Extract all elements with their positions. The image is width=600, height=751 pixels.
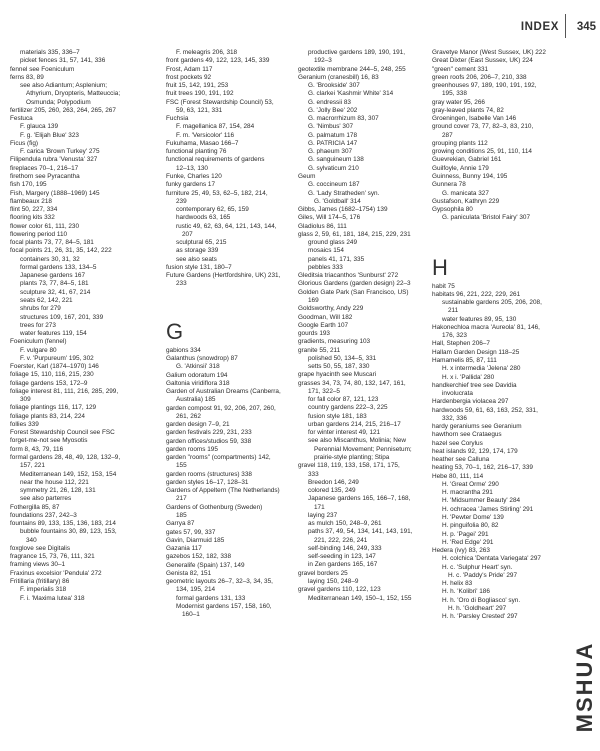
index-entry: 192–3 (314, 57, 332, 65)
index-entry: gravel borders 25 (298, 569, 348, 577)
index-entry: Japanese gardens 165, 166–7, 168, (308, 495, 411, 503)
index-entry: involucrata (442, 390, 473, 398)
index-entry: F. imperialis 318 (20, 586, 67, 594)
index-entry: Mediterranean 149, 150–1, 152, 155 (308, 594, 412, 602)
index-entry: 12–13, 130 (176, 164, 208, 172)
index-entry: Gazania 117 (166, 545, 202, 553)
index-entry: heat islands 92, 129, 174, 179 (432, 447, 518, 455)
index-entry: follies 339 (10, 420, 39, 428)
index-entry: Garden of Australian Dreams (Canberra, (166, 388, 281, 396)
index-entry: G. 'Nimbus' 307 (308, 123, 354, 131)
index-entry: 155 (176, 462, 187, 470)
index-entry: growing conditions 25, 91, 110, 114 (432, 148, 532, 156)
index-entry: hazel see Corylus (432, 439, 483, 447)
index-entry: fusion style 181, 183 (308, 412, 367, 420)
index-entry: Gustafson, Kathryn 229 (432, 197, 500, 205)
index-entry: Frost, Adam 117 (166, 65, 213, 73)
index-entry: garden rooms (structures) 338 (166, 470, 252, 478)
index-entry: fusion style 131, 180–7 (166, 263, 232, 271)
page-number: 345 (576, 21, 596, 33)
index-entry: Gypsophila 80 (432, 206, 473, 214)
index-entry: F. meleagris 206, 318 (176, 49, 238, 56)
index-entry: for fall color 87, 121, 123 (308, 396, 379, 404)
index-entry: 239 (176, 197, 187, 205)
index-entry: framing views 30–1 (10, 561, 66, 569)
section-letter-h: H (432, 254, 448, 280)
index-entry: 221, 222, 226, 241 (314, 536, 368, 544)
index-entry: Groeningen, Isabelle Van 146 (432, 115, 517, 123)
index-entry: formal gardens 133, 134–5 (20, 263, 97, 271)
index-entry: productive gardens 189, 190, 191, (308, 49, 405, 56)
index-entry: fruit 15, 142, 191, 253 (166, 82, 229, 90)
index-entry: 171 (314, 503, 325, 511)
index-entry: functional requirements of gardens (166, 156, 265, 164)
index-entry: sustainable gardens 205, 206, 208, (442, 299, 542, 307)
index-entry: H. x intermedia 'Jelena' 280 (442, 365, 521, 373)
index-entry: Genista 82, 151 (166, 569, 212, 577)
g-entries (166, 347, 304, 620)
index-entry: garden design 7–9, 21 (166, 421, 230, 429)
index-entry: bubble fountains 30, 89, 123, 153, (20, 528, 117, 536)
index-entry: gray-leaved plants 74, 82 (432, 106, 504, 114)
index-entry: Filipendula rubra 'Venusta' 327 (10, 156, 98, 164)
index-entry: Galtonia viridiflora 318 (166, 379, 230, 387)
index-entry: hardwoods 63, 165 (176, 214, 231, 222)
index-entry: granite 55, 211 (298, 346, 341, 354)
index-entry: prairie-style planting; Stipa (314, 454, 390, 462)
index-entry: see also Adiantum; Asplenium; (20, 82, 108, 90)
index-entry: 176, 323 (442, 332, 467, 340)
index-entry: seats 62, 142, 221 (20, 296, 73, 304)
index-entry: Foeniculum (fennel) (10, 338, 67, 346)
index-column-4 (432, 49, 560, 621)
index-entry: 233 (176, 280, 187, 288)
index-entry: F. carica 'Brown Turkey' 275 (20, 148, 100, 156)
index-entry: heating 53, 70–1, 162, 216–17, 339 (432, 464, 533, 472)
index-entry: Gardens of Appeltern (The Netherlands) (166, 487, 280, 495)
index-entry: form 8, 43, 79, 116 (10, 445, 64, 453)
index-entry: as mulch 150, 248–9, 261 (308, 520, 382, 528)
index-entry: country gardens 222–3, 225 (308, 404, 388, 412)
index-entry: 217 (176, 495, 187, 503)
index-entry: Future Gardens (Hertfordshire, UK) 231, (166, 272, 281, 280)
index-entry: gradients, measuring 103 (298, 338, 371, 346)
index-entry: panels 41, 171, 335 (308, 255, 365, 263)
index-entry: mosaics 154 (308, 247, 344, 255)
index-entry: Gavin, Diarmuid 185 (166, 536, 225, 544)
index-entry: Hedera (ivy) 83, 263 (432, 547, 490, 555)
index-entry: gravel 118, 119, 133, 158, 171, 175, (298, 462, 400, 470)
index-entry: F. i. 'Maxima lutea' 318 (20, 594, 85, 602)
index-entry: front gardens 49, 122, 123, 145, 339 (166, 57, 270, 65)
index-entry: symmetry 21, 26, 128, 131 (20, 487, 96, 495)
spine-text: MSHUA (572, 641, 597, 733)
index-entry: H. 'Midsummer Beauty' 284 (442, 497, 521, 505)
index-entry: 160–1 (182, 611, 200, 619)
index-entry: flowering period 110 (10, 230, 68, 238)
index-entry: Funke, Charles 120 (166, 172, 222, 180)
index-entry: G. phaeum 307 (308, 148, 353, 156)
index-entry: Gardens of Gothenburg (Sweden) (166, 503, 263, 511)
index-entry: H. h. 'Kolibri' 186 (442, 588, 490, 596)
index-entry: habit 75 (432, 282, 455, 290)
index-entry: near the house 112, 221 (20, 478, 89, 486)
index-entry: 134, 195, 214 (176, 586, 216, 594)
index-entry: Fothergilla 85, 87 (10, 503, 60, 511)
index-entry: garden offices/studios 59, 338 (166, 437, 252, 445)
index-entry: 261, 262 (176, 412, 201, 420)
index-entry: ground cover 73, 77, 82–3, 83, 210, (432, 123, 534, 131)
index-entry: Geum (298, 172, 316, 180)
index-entry: fertilizer 205, 260, 263, 264, 265, 267 (10, 106, 116, 114)
index-entry: hardy geraniums see Geranium (432, 423, 522, 431)
index-entry: see also Miscanthus, Molinia; New (308, 437, 407, 445)
index-entry: trees for 273 (20, 321, 56, 329)
index-entry: G. 'Brookside' 307 (308, 82, 360, 90)
index-entry: Forest Stewardship Council see FSC (10, 429, 115, 437)
index-entry: H. p. 'Pagei' 291 (442, 530, 489, 538)
index-entry: "green" cement 331 (432, 65, 489, 73)
index-entry: Google Earth 107 (298, 321, 349, 329)
index-entry: grouping plants 112 (432, 139, 488, 147)
index-entry: fruit trees 190, 191, 192 (166, 90, 234, 98)
index-entry: furniture 25, 49, 53, 62–5, 182, 214, (166, 189, 268, 197)
index-entry: Athyrium, Dryopteris, Matteuccia; (26, 90, 121, 98)
index-entry: grape hyacinth see Muscari (298, 371, 377, 379)
index-entry: Australia) 185 (176, 396, 216, 404)
f-entries-continued (166, 49, 304, 289)
index-entry: Modernist gardens 157, 158, 160, (176, 602, 272, 610)
index-entry: G. paniculata 'Bristol Fairy' 307 (442, 214, 531, 222)
index-entry: F. v. 'Purpureum' 195, 302 (20, 354, 94, 362)
index-entry: H. h. 'Goldheart' 297 (448, 604, 507, 612)
index-entry: hardwoods 59, 61, 63, 163, 252, 331, (432, 406, 538, 414)
index-entry: G. 'Atkinsii' 318 (176, 363, 220, 371)
spine-tab (572, 628, 598, 746)
index-entry: Giles, Will 174–5, 176 (298, 214, 361, 222)
index-entry: forget-me-not see Myosotis (10, 437, 88, 445)
index-entry: Festuca (10, 115, 33, 123)
index-entry: setts 50, 55, 187, 330 (308, 363, 370, 371)
index-entry: F. glauca 139 (20, 123, 59, 131)
index-entry: Geranium (cranesbill) 16, 83 (298, 73, 379, 81)
index-entry: Great Dixter (East Sussex, UK) 224 (432, 57, 533, 65)
index-entry: shrubs for 279 (20, 305, 61, 313)
index-entry: Ficus (fig) (10, 139, 39, 147)
index-entry: garden "rooms" (compartments) 142, (166, 454, 271, 462)
index-entry: Hamamelis 85, 87, 111 (432, 356, 497, 364)
index-entry: G. 'Lady Stratheden' syn. (308, 189, 380, 197)
index-entry: F. g. 'Elijah Blue' 323 (20, 131, 79, 139)
index-entry: gates 57, 99, 337 (166, 528, 216, 536)
index-entry: focal plants 73, 77, 84–5, 181 (10, 239, 94, 247)
index-entry: containers 30, 31, 32 (20, 255, 80, 263)
index-entry: structures 109, 167, 201, 339 (20, 313, 104, 321)
index-entry: G. 'Goldball' 314 (314, 197, 361, 205)
index-entry: Fuchsia (166, 115, 189, 123)
index-entry: Guinness, Bunny 194, 195 (432, 172, 508, 180)
index-column-3 (298, 49, 434, 603)
index-entry: Generalife (Spain) 137, 149 (166, 561, 245, 569)
index-entry: Galanthus (snowdrop) 87 (166, 354, 238, 362)
index-entry: Fish, Margery (1888–1969) 145 (10, 189, 100, 197)
index-entry: gourds 193 (298, 330, 330, 338)
index-entry: gabions 334 (166, 346, 201, 354)
index-entry: Galium odoratum 194 (166, 371, 228, 379)
index-entry: G. sylvaticum 210 (308, 164, 359, 172)
index-entry: garden festivals 229, 231, 233 (166, 429, 252, 437)
index-entry: Hakonechloa macra 'Aureola' 81, 146, (432, 323, 540, 331)
index-entry: G. macrorrhizum 83, 307 (308, 115, 379, 123)
index-entry: G. clarkei 'Kashmir White' 314 (308, 90, 394, 98)
header-divider (565, 14, 566, 38)
index-entry: foundations 237, 242–3 (10, 511, 77, 519)
index-entry: H. 'Pewter Dome' 139 (442, 514, 504, 522)
index-entry: flint 50, 227, 334 (10, 206, 58, 214)
index-entry: sculptural 65, 215 (176, 239, 227, 247)
index-entry: 185 (176, 512, 187, 520)
index-entry: foliage gardens 153, 172–9 (10, 379, 88, 387)
index-entry: handkerchief tree see Davidia (432, 381, 517, 389)
index-entry: Glorious Gardens (garden design) 22–3 (298, 280, 411, 288)
index-entry: Golden Gate Park (San Francisco, US) (298, 288, 409, 296)
index-entry: garden compost 91, 92, 206, 207, 260, (166, 404, 276, 412)
index-entry: Gunnera 78 (432, 181, 466, 189)
index-entry: geometric layouts 26–7, 32–3, 34, 35, (166, 578, 273, 586)
index-entry: foliage interest 81, 111, 216, 285, 299, (10, 387, 119, 395)
index-entry: G. manicata 327 (442, 189, 489, 197)
index-entry: Mediterranean 149, 152, 153, 154 (20, 470, 117, 478)
index-entry: fireplaces 70–1, 216–17 (10, 164, 79, 172)
index-entry: hawthorn see Crataegus (432, 431, 502, 439)
index-entry: laying 150, 248–9 (308, 578, 359, 585)
index-entry: formal gardens 28, 48, 49, 128, 132–9, (10, 454, 121, 462)
index-entry: H. h. 'Oro di Bogliasco' syn. (442, 596, 521, 604)
index-entry: gravel gardens 110, 122, 123 (298, 586, 381, 594)
index-entry: 340 (26, 536, 37, 544)
index-entry: H. h. 'Parsley Crested' 297 (442, 613, 518, 621)
index-entry: Guevrekian, Gabriel 161 (432, 156, 502, 164)
index-entry: 309 (20, 396, 31, 404)
index-entry: F. m. 'Versicolor' 116 (176, 131, 235, 139)
index-entry: G. palmatum 178 (308, 131, 358, 139)
index-entry: Foerster, Karl (1874–1970) 146 (10, 363, 99, 371)
index-entry: flambeaux 218 (10, 197, 52, 205)
index-entry: grasses 34, 73, 74, 80, 132, 147, 161, (298, 379, 406, 387)
index-entry: H. helix 83 (442, 580, 473, 588)
index-entry: picket fences 31, 57, 141, 336 (20, 57, 106, 65)
g-entries-continued (432, 49, 560, 223)
index-entry: in Zen gardens 165, 167 (308, 561, 378, 569)
index-entry: heather see Calluna (432, 456, 490, 464)
index-entry: firethorn see Pyracantha (10, 172, 80, 180)
index-entry: H. pinguifolia 80, 82 (442, 522, 499, 530)
index-column-2 (166, 49, 304, 619)
index-entry: foliage plants 83, 214, 224 (10, 412, 85, 420)
index-entry: fennel see Foeniculum (10, 65, 75, 73)
index-entry: Fraxinus excelsior 'Pendula' 272 (10, 569, 102, 577)
index-entry: geotextile membrane 244–5, 248, 255 (298, 65, 406, 73)
index-entry: water features 89, 95, 130 (442, 315, 517, 323)
index-entry: Gravetye Manor (West Sussex, UK) 222 (432, 49, 546, 56)
index-entry: H. ochracea 'James Stirling' 291 (442, 505, 534, 513)
index-entry: foxglove see Digitalis (10, 544, 71, 552)
index-entry: garden rooms 195 (166, 445, 218, 453)
index-entry: 332, 336 (442, 414, 467, 422)
index-entry: G. 'Jolly Bee' 202 (308, 106, 358, 114)
index-entry: self-binding 146, 249, 333 (308, 544, 382, 552)
index-entry: fish 170, 195 (10, 181, 47, 189)
index-entry: sculpture 32, 41, 67, 214 (20, 288, 91, 296)
index-entry: Gibbs, James (1682–1754) 139 (298, 206, 388, 214)
index-entry: 195, 338 (442, 90, 467, 98)
running-head: INDEX (520, 21, 559, 33)
index-entry: see also parterres (20, 495, 72, 503)
index-entry: foliage plantings 116, 117, 129 (10, 404, 97, 412)
index-entry: rustic 49, 62, 63, 64, 121, 143, 144, (176, 222, 277, 230)
index-entry: pebbles 333 (308, 263, 343, 271)
index-entry: Osmunda; Polypodium (26, 98, 91, 106)
index-entry: focal points 21, 26, 31, 35, 142, 222 (10, 247, 112, 255)
index-entry: greenhouses 97, 189, 190, 191, 192, (432, 82, 537, 90)
index-entry: Fritillaria (fritillary) 86 (10, 578, 70, 585)
index-entry: Hebe 80, 111, 114 (432, 472, 484, 480)
index-entry: polished 50, 134–5, 331 (308, 354, 377, 362)
index-entry: 207 (182, 230, 193, 238)
index-entry: H. c. 'Paddy's Pride' 297 (448, 571, 518, 579)
index-entry: flooring kits 332 (10, 214, 55, 222)
h-entries (432, 283, 560, 622)
index-entry: H. macrantha 291 (442, 489, 493, 497)
index-entry: Breedon 146, 249 (308, 478, 359, 486)
index-entry: paths 37, 49, 54, 134, 141, 143, 191, (308, 528, 413, 536)
index-entry: plants 73, 77, 84–5, 181 (20, 280, 89, 288)
index-entry: habitats 96, 221, 222, 229, 261 (432, 290, 521, 298)
index-entry: as storage 339 (176, 247, 219, 255)
section-letter-g: G (166, 318, 184, 344)
index-entry: Hardenbergia violacea 297 (432, 398, 509, 406)
index-entry: 287 (442, 131, 453, 139)
index-entry: Japanese gardens 167 (20, 272, 86, 280)
index-entry: ground glass 249 (308, 239, 358, 247)
index-entry: frost pockets 92 (166, 73, 212, 81)
index-entry: ferns 83, 89 (10, 73, 44, 81)
index-entry: Goodman, Will 182 (298, 313, 353, 321)
index-entry: F. vulgare 80 (20, 346, 57, 354)
index-entry: FSC (Forest Stewardship Council) 53, (166, 98, 274, 106)
index-entry: garden styles 16–17, 128–31 (166, 478, 249, 486)
index-entry: 171, 322–5 (308, 387, 340, 395)
index-entry: for winter interest 49, 121 (308, 429, 381, 437)
index-entry: self-seeding in 123, 147 (308, 553, 376, 561)
index-entry: gazebos 152, 182, 338 (166, 553, 232, 561)
index-entry: funky gardens 17 (166, 181, 216, 189)
index-entry: 157, 221 (20, 462, 45, 470)
index-column-1 (10, 49, 144, 603)
index-entry: foliage 15, 110, 116, 215, 230 (10, 371, 94, 379)
index-entry: H. x i. 'Pallida' 280 (442, 373, 495, 381)
index-entry: G. sanguineum 138 (308, 156, 364, 164)
index-entry: Gladiolus 86, 111 (298, 222, 347, 230)
index-entry: 211 (448, 307, 459, 315)
index-entry: materials 335, 336–7 (20, 49, 80, 56)
index-entry: contemporary 62, 65, 159 (176, 206, 249, 214)
index-entry: Guilfoyle, Annie 179 (432, 164, 489, 172)
index-entry: H. 'Red Edge' 291 (442, 538, 494, 546)
index-entry: G. PATRICIA 147 (308, 139, 358, 147)
index-entry: Gleditsia triacanthos 'Sunburst' 272 (298, 272, 399, 280)
page-header (0, 0, 600, 44)
index-entry: F. magellanica 87, 154, 284 (176, 123, 255, 131)
index-entry: 169 (308, 296, 319, 304)
index-entry: flower color 61, 111, 230 (10, 222, 80, 230)
index-entry: Hall, Stephen 206–7 (432, 340, 490, 348)
index-entry: urban gardens 214, 215, 216–17 (308, 420, 401, 428)
index-entry: formal gardens 131, 133 (176, 594, 246, 602)
index-entry: Perennial Movement; Pennisetum; (314, 445, 412, 453)
index-entry: gray water 95, 266 (432, 98, 485, 106)
index-entry: Goldsworthy, Andy 229 (298, 305, 364, 313)
index-entry: Fukuhama, Masao 166–7 (166, 139, 239, 147)
index-entry: laying 237 (308, 511, 338, 519)
index-entry: G. endressii 83 (308, 98, 351, 106)
index-entry: H. c. 'Sulphur Heart' syn. (442, 563, 513, 571)
index-entry: water features 119, 154 (20, 330, 87, 338)
index-entry: G. coccineum 187 (308, 181, 360, 189)
index-entry: functional planting 76 (166, 148, 227, 156)
index-entry: green roofs 206, 206–7, 210, 338 (432, 73, 527, 81)
index-entry: Garrya 87 (166, 520, 195, 528)
index-entry: glass 2, 59, 61, 181, 184, 215, 229, 231 (298, 230, 411, 238)
index-entry: see also seats (176, 255, 217, 263)
index-entry: colored 135, 249 (308, 487, 356, 495)
index-entry: 333 (308, 470, 319, 478)
index-entry: fountains 89, 133, 135, 136, 183, 214 (10, 520, 116, 528)
index-entry: 59, 63, 121, 331 (176, 106, 223, 114)
index-entry: H. colchica 'Dentata Variegata' 297 (442, 555, 541, 563)
index-entry: Hallam Garden Design 118–25 (432, 348, 520, 356)
index-entry: H. 'Great Orme' 290 (442, 480, 499, 488)
index-entry: fragrance 15, 73, 76, 111, 321 (10, 553, 95, 561)
